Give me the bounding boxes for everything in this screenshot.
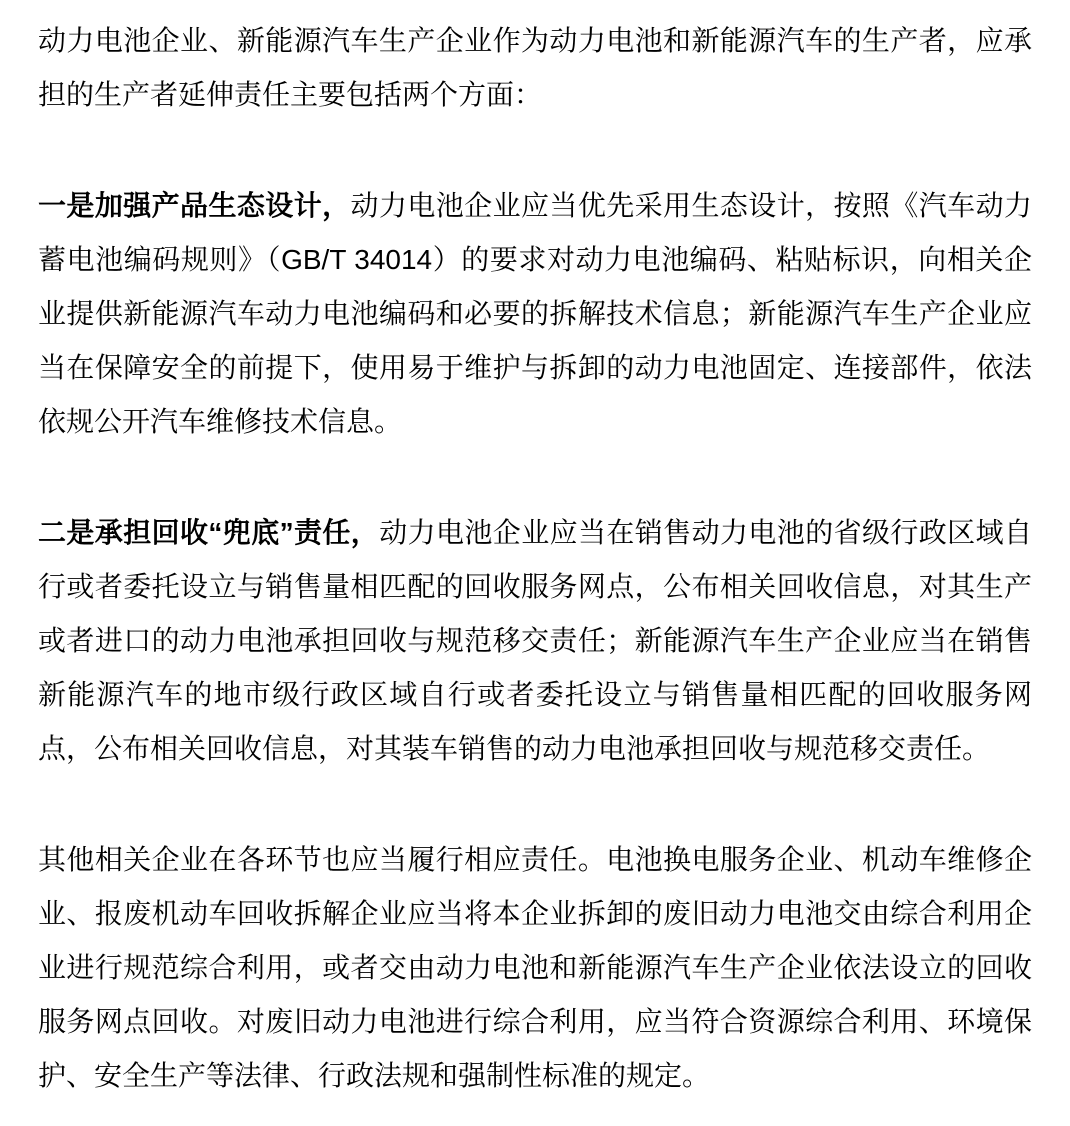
paragraph-intro: 动力电池企业、新能源汽车生产企业作为动力电池和新能源汽车的生产者，应承担的生产者延伸责任主要包括两个方面：	[38, 25, 1032, 110]
paragraph-point-two	[38, 506, 1032, 776]
point-two-lead-text: 二是承担回收“兜底”责任，	[38, 517, 380, 548]
point-two-body-text: 动力电池企业应当在销售动力电池的省级行政区域自行或者委托设立与销售量相匹配的回收服务网点，公布相关回收信息，对其生产或者进口的动力电池承担回收与规范移交责任；新能源汽车生产企业应当在销售新能源汽车的地市级行政区域自行或者委托设立与销售量相匹配的回收服务网点，公布相关回收信息，对其装车销售的动力电池承担回收与规范移交责任。	[38, 517, 1032, 764]
paragraph-other-responsibilities: 其他相关企业在各环节也应当履行相应责任。电池换电服务企业、机动车维修企业、报废机动车回收拆解企业应当将本企业拆卸的废旧动力电池交由综合利用企业进行规范综合利用，或者交由动力电池和新能源汽车生产企业依法设立的回收服务网点回收。对废旧动力电池进行综合利用，应当符合资源综合利用、环境保护、安全生产等法律、行政法规和强制性标准的规定。	[38, 844, 1032, 1091]
point-one-lead-text: 一是加强产品生态设计，	[38, 190, 351, 221]
point-one-body-text: 动力电池企业应当优先采用生态设计，按照《汽车动力蓄电池编码规则》（GB/T 34014）的要求对动力电池编码、粘贴标识，向相关企业提供新能源汽车动力电池编码和必要的拆解技术信息；新能源汽车生产企业应当在保障安全的前提下，使用易于维护与拆卸的动力电池固定、连接部件，依法依规公开汽车维修技术信息。	[38, 190, 1032, 437]
paragraph-point-one	[38, 179, 1032, 449]
